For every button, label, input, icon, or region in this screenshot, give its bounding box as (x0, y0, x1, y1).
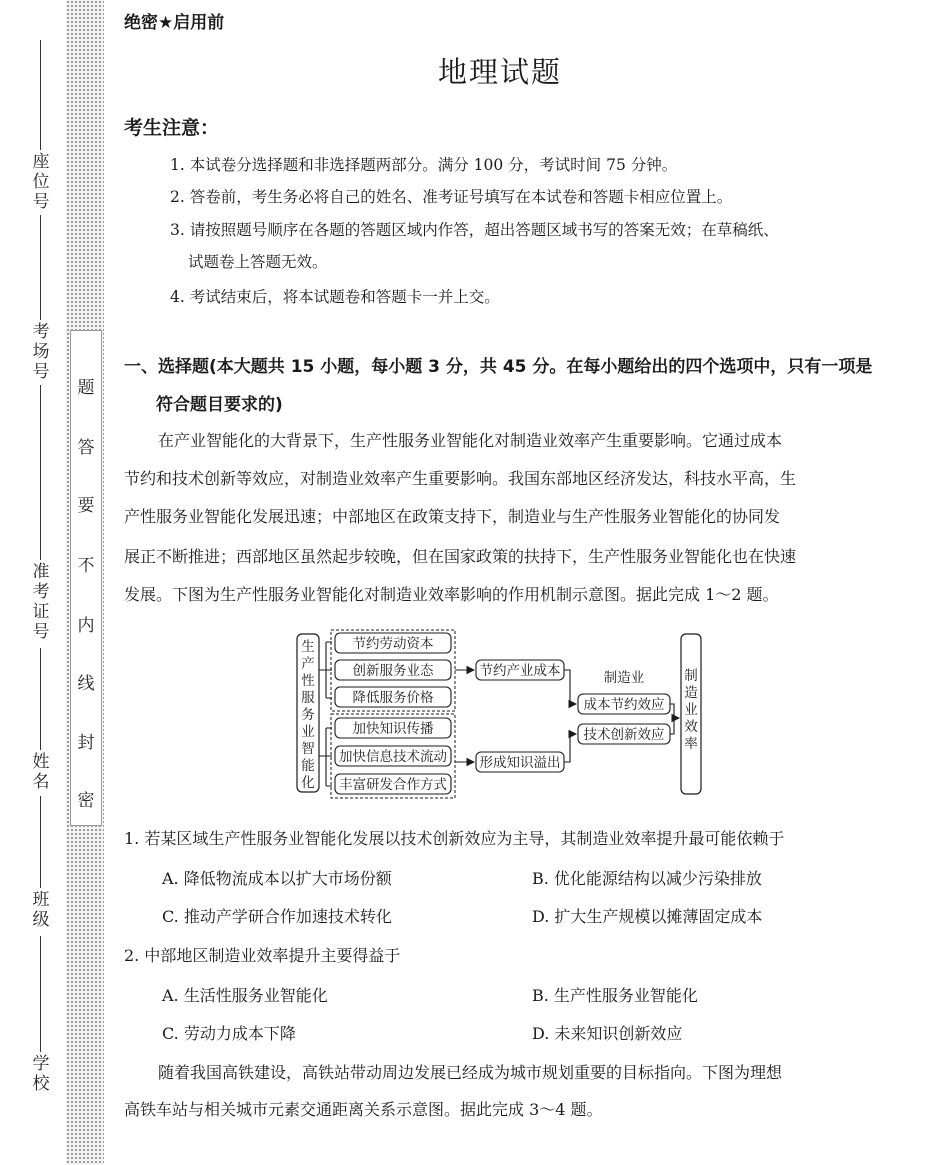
process-label: 形成知识溢出 (479, 755, 561, 771)
factor-label: 丰富研发合作方式 (339, 777, 447, 793)
fill-line (40, 648, 41, 750)
factor-label: 加快信息技术流动 (339, 749, 447, 765)
effect-label: 成本节约效应 (583, 697, 665, 713)
source-char: 化 (301, 775, 315, 791)
passage-line: 在产业智能化的大背景下，生产性服务业智能化对制造业效率产生重要影响。它通过成本 (158, 431, 783, 450)
result-char: 率 (684, 736, 698, 752)
option-d[interactable]: D. 未来知识创新效应 (532, 1024, 683, 1043)
result-char: 业 (684, 702, 698, 718)
seal-char: 答 (77, 438, 95, 458)
result-char: 效 (684, 719, 698, 735)
name-label: 姓名 (32, 752, 50, 792)
mechanism-diagram (290, 628, 710, 800)
notice-item: 2. 答卷前，考生务必将自己的姓名、准考证号填写在本试卷和答题卡相应位置上。 (170, 188, 733, 206)
class-label: 班级 (32, 890, 50, 930)
effect-label: 技术创新效应 (583, 727, 665, 743)
seal-char: 封 (77, 733, 95, 753)
school-label: 学校 (32, 1054, 50, 1094)
passage-line: 产性服务业智能化发展迅速；中部地区在政策支持下，制造业与生产性服务业智能化的协同发 (124, 507, 781, 526)
option-a[interactable]: A. 生活性服务业智能化 (162, 986, 328, 1005)
source-char: 性 (301, 673, 315, 689)
admission-number-label: 准考证号 (32, 562, 50, 642)
source-char: 务 (301, 707, 315, 723)
result-label (684, 668, 698, 752)
seal-char: 要 (77, 496, 95, 516)
exam-room-label: 考场号 (32, 322, 50, 382)
factor-label: 降低服务价格 (352, 690, 434, 706)
passage-line: 随着我国高铁建设，高铁站带动周边发展已经成为城市规划重要的目标指向。下图为理想 (158, 1063, 783, 1082)
fill-line (40, 215, 41, 320)
notice-item: 1. 本试卷分选择题和非选择题两部分。满分 100 分，考试时间 75 分钟。 (170, 156, 678, 174)
binding-margin (0, 0, 66, 1165)
source-char: 能 (301, 758, 315, 774)
seal-char: 密 (77, 791, 95, 811)
question-stem: 2. 中部地区制造业效率提升主要得益于 (124, 946, 401, 965)
source-label (301, 638, 315, 791)
confidential-mark: 绝密★启用前 (124, 13, 225, 33)
result-char: 造 (684, 685, 698, 701)
passage-line: 发展。下图为生产性服务业智能化对制造业效率影响的作用机制示意图。据此完成 1～2 题。 (124, 585, 779, 604)
seal-char: 不 (77, 556, 95, 576)
source-char: 产 (301, 656, 315, 672)
page-title: 地理试题 (437, 55, 562, 89)
question-stem: 1. 若某区域生产性服务业智能化发展以技术创新效应为主导，其制造业效率提升最可能依赖于 (124, 829, 785, 848)
factor-label: 创新服务业态 (352, 663, 434, 679)
seat-number-label: 座位号 (32, 152, 50, 212)
seal-warning-box (70, 330, 102, 826)
source-char: 生 (301, 639, 315, 655)
option-b[interactable]: B. 生产性服务业智能化 (532, 986, 698, 1005)
option-a[interactable]: A. 降低物流成本以扩大市场份额 (162, 869, 392, 888)
option-b[interactable]: B. 优化能源结构以减少污染排放 (532, 869, 762, 888)
manufacturing-label: 制造业 (603, 670, 645, 686)
source-char: 智 (301, 741, 315, 757)
option-d[interactable]: D. 扩大生产规模以摊薄固定成本 (532, 907, 763, 926)
source-char: 服 (301, 690, 315, 706)
notice-item: 4. 考试结束后，将本试题卷和答题卡一并上交。 (170, 288, 500, 306)
fill-line (40, 936, 41, 1052)
seal-char: 线 (77, 674, 95, 694)
option-c[interactable]: C. 推动产学研合作加速技术转化 (162, 907, 392, 926)
passage-line: 高铁车站与相关城市元素交通距离关系示意图。据此完成 3～4 题。 (124, 1100, 603, 1119)
seal-char: 内 (77, 616, 95, 636)
notice-heading: 考生注意： (124, 117, 220, 139)
seal-char: 题 (77, 378, 95, 398)
process-label: 节约产业成本 (479, 663, 561, 679)
passage-line: 节约和技术创新等效应，对制造业效率产生重要影响。我国东部地区经济发达，科技水平高，生 (124, 469, 797, 488)
source-char: 业 (301, 724, 315, 740)
mechanism-diagram-svg (290, 628, 710, 800)
fill-line (40, 385, 41, 560)
section-heading: 一、选择题(本大题共 15 小题，每小题 3 分，共 45 分。在每小题给出的四个选项中，只有一项是 (124, 357, 873, 377)
notice-item-continued: 试题卷上答题无效。 (188, 253, 328, 271)
option-c[interactable]: C. 劳动力成本下降 (162, 1024, 296, 1043)
fill-line (40, 796, 41, 888)
result-char: 制 (684, 668, 698, 684)
section-heading-continued: 符合题目要求的) (156, 395, 283, 415)
passage-line: 展正不断推进；西部地区虽然起步较晚，但在国家政策的扶持下，生产性服务业智能化也在快速 (124, 547, 797, 566)
factor-label: 加快知识传播 (352, 721, 434, 737)
factor-label: 节约劳动资本 (352, 636, 434, 652)
notice-item: 3. 请按照题号顺序在各题的答题区域内作答，超出答题区域书写的答案无效；在草稿纸、 (170, 221, 779, 239)
